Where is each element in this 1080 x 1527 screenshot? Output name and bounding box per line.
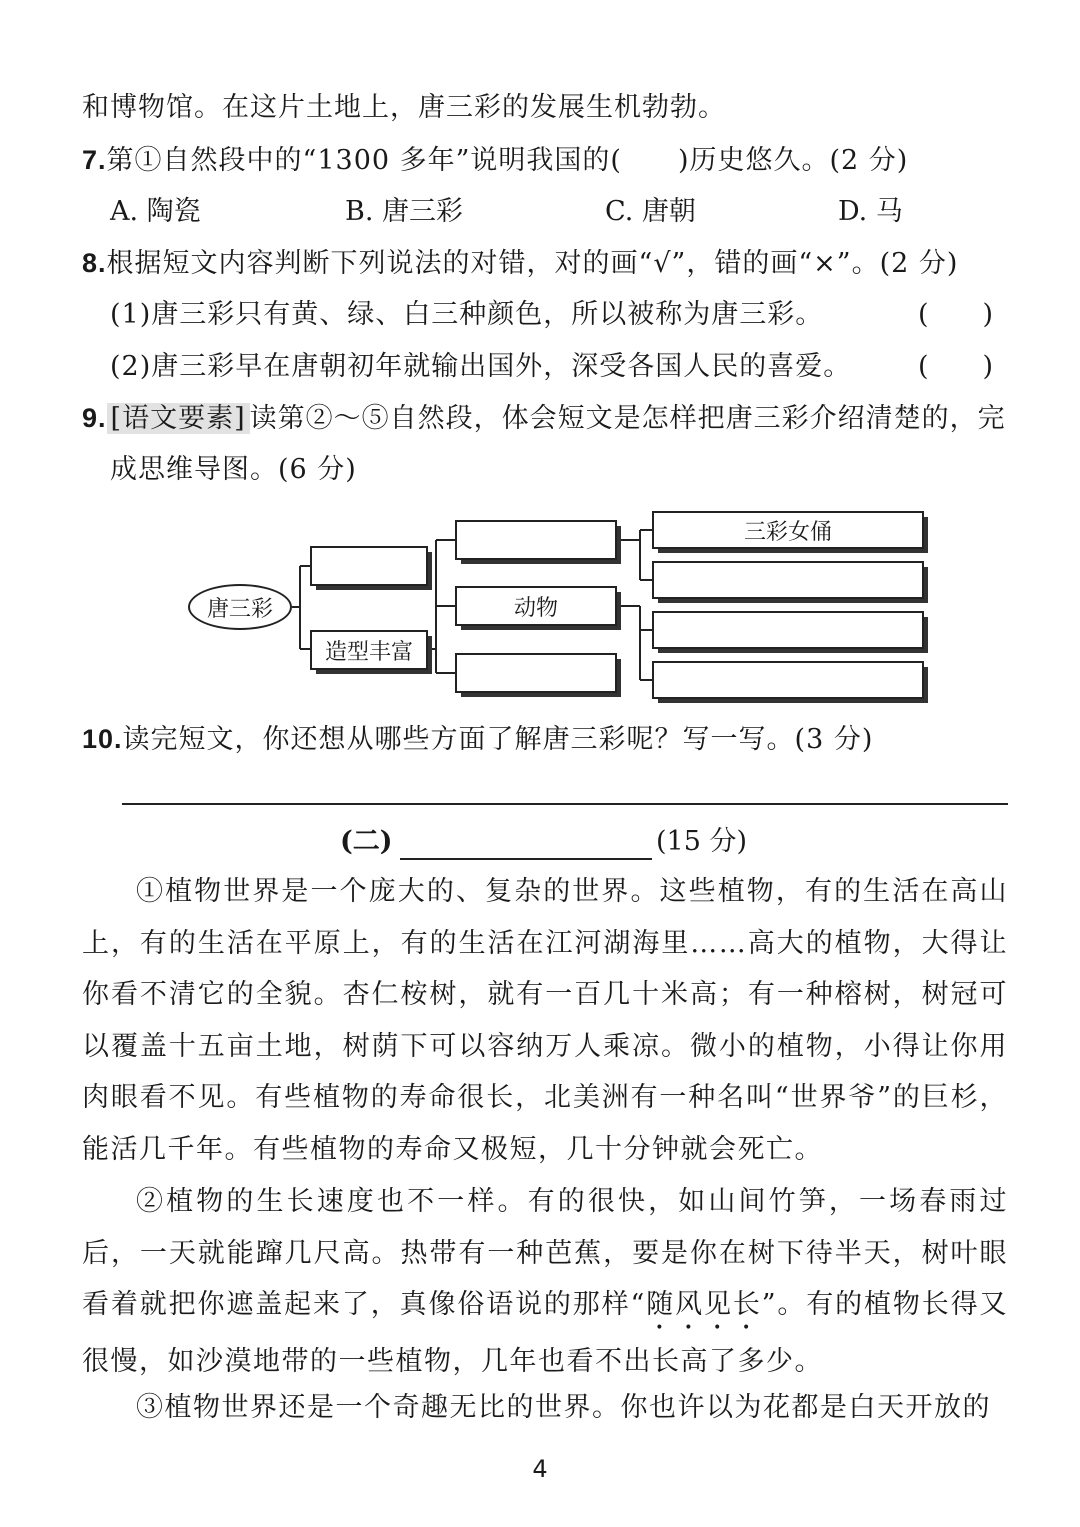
question-9-tag: [语文要素] [107,403,250,434]
mind-map-level3-blank-1[interactable] [652,561,924,599]
question-9-line-2: 成思维导图。(6 分) [110,454,357,485]
q7-option-a: A. 陶瓷 [110,196,201,227]
question-7-text: 第①自然段中的“1300 多年”说明我国的( )历史悠久。(2 分) [106,145,909,176]
q7-option-b: B. 唐三彩 [345,196,464,227]
question-10 [82,719,1008,760]
mind-map-level2-blank-2[interactable] [455,653,617,693]
question-10-number: 10. [82,724,123,754]
question-9-text: 读第②～⑤自然段，体会短文是怎样把唐三彩介绍清楚的，完 [249,403,1006,434]
intro-tail-line: 和博物馆。在这片土地上，唐三彩的发展生机勃勃。 [82,92,726,123]
mind-map-level2-animals: 动物 [455,586,617,626]
paragraph-2-after: ”。有的植物长得又很慢，如沙漠地带的一些植物，几年也看不出长高了多少。 [82,1289,1008,1377]
mind-map-level1-blank[interactable] [310,546,428,586]
page-number: 4 [532,1455,548,1483]
q10-answer-line[interactable] [122,803,1008,805]
q7-option-c: C. 唐朝 [605,196,696,227]
question-10-text: 读完短文，你还想从哪些方面了解唐三彩呢？写一写。(3 分) [122,724,874,755]
q8-item-2-answer: ( ) [918,351,994,382]
mind-map-level3-blank-2[interactable] [652,611,924,649]
paragraph-2-before: ②植物的生长速度也不一样。有的很快，如山间竹笋，一场春雨过后，一天就能蹿几尺高。热带有一种芭蕉，要是你在树下待半天，树叶眼看着就把你遮盖起来了，真像俗语说的那样“ [82,1186,1008,1320]
question-7-number: 7. [82,145,107,175]
mind-map-level2-blank-1[interactable] [455,520,617,560]
mind-map-level1-shapes: 造型丰富 [310,630,428,670]
paragraph-2-emphasis: 随风见长 [645,1289,762,1320]
passage-paragraph-2 [82,1176,1008,1388]
question-8-number: 8. [82,248,107,278]
q8-item-2: (2)唐三彩早在唐朝初年就输出国外，深受各国人民的喜爱。 [110,351,852,382]
passage-paragraph-1: ①植物世界是一个庞大的、复杂的世界。这些植物，有的生活在高山上，有的生活在平原上，有的生活在江河湖海里……高大的植物，大得让你看不清它的全貌。杏仁桉树，就有一百几十米高；有一种榕树，树冠可以覆盖十五亩土地，树荫下可以容纳万人乘凉。微小的植物，小得让你用肉眼看不见。有些植物的寿命很长，北美洲有一种名叫“世界爷”的巨杉，能活几千年。有些植物的寿命又极短，几十分钟就会死亡。 [82,876,1008,1165]
q8-item-1: (1)唐三彩只有黄、绿、白三种颜色，所以被称为唐三彩。 [110,299,824,330]
q8-item-1-answer: ( ) [918,299,994,330]
mind-map-root: 唐三彩 [188,584,292,630]
passage-paragraph-3: ③植物世界还是一个奇趣无比的世界。你也许以为花都是白天开放的 [136,1392,991,1423]
question-9-number: 9. [82,403,107,433]
section-2-label: (二) [340,826,393,857]
mind-map-level3-figurine: 三彩女俑 [652,511,924,549]
q7-option-d: D. 马 [838,196,903,227]
section-2-title-blank[interactable] [400,858,652,860]
section-2-score: (15 分) [656,826,748,857]
question-8-text: 根据短文内容判断下列说法的对错，对的画“√”，错的画“×”。(2 分) [106,248,959,279]
mind-map-level3-blank-3[interactable] [652,661,924,699]
